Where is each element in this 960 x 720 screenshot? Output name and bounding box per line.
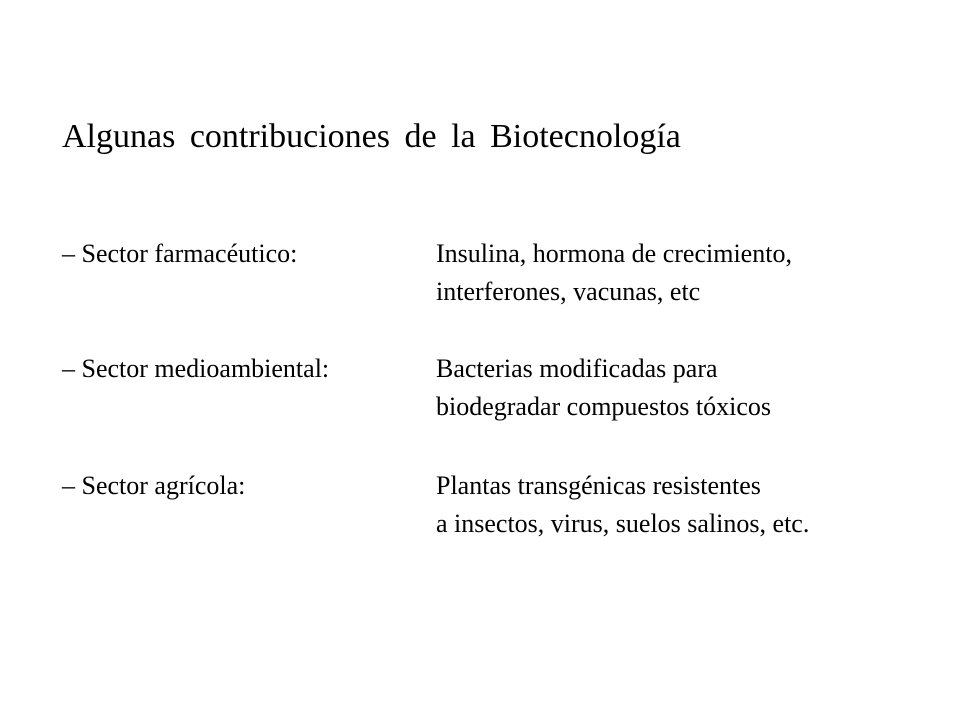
sector-label: – Sector medioambiental: (62, 354, 330, 383)
sector-description-line: Plantas transgénicas resistentes (436, 471, 761, 500)
sector-description-line: Insulina, hormona de crecimiento, (436, 239, 792, 268)
sector-description-line: Bacterias modificadas para (436, 354, 718, 383)
sector-label: – Sector agrícola: (62, 471, 246, 500)
slide-title: Algunas contribuciones de la Biotecnología (62, 118, 681, 155)
sector-description-line: biodegradar compuestos tóxicos (436, 392, 772, 421)
sector-description (436, 235, 792, 311)
sector-description (436, 350, 771, 426)
sector-label: – Sector farmacéutico: (62, 239, 298, 268)
sector-description-line: interferones, vacunas, etc (436, 277, 701, 306)
sector-description-line: a insectos, virus, suelos salinos, etc. (436, 509, 810, 538)
sector-description (436, 467, 809, 543)
